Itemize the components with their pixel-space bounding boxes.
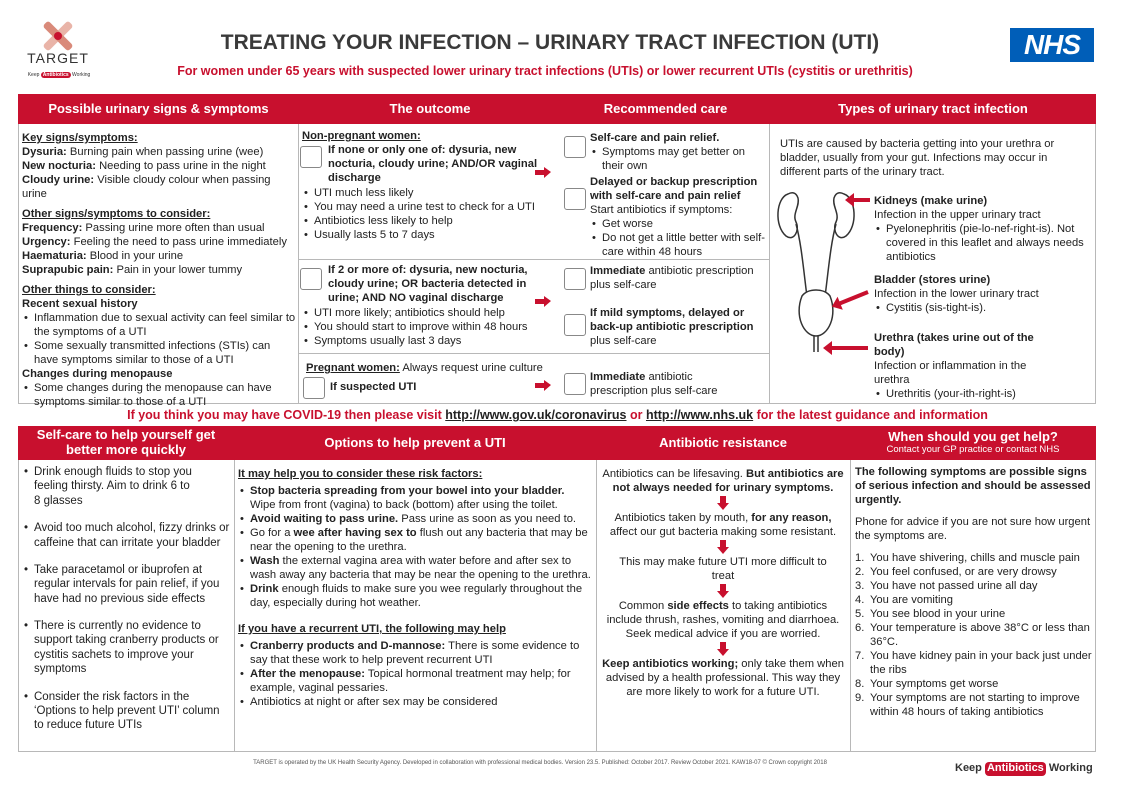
outcome-pregnant bbox=[306, 361, 546, 394]
things-title: Other things to consider: bbox=[22, 284, 156, 296]
sign-item: Urgency: Feeling the need to pass urine immediately bbox=[22, 236, 287, 248]
types-kidneys bbox=[874, 194, 1084, 264]
logo-text: TARGET bbox=[27, 50, 89, 66]
sign-item: New nocturia: Needing to pass urine in the night bbox=[22, 160, 266, 172]
outcome-nonpregnant bbox=[302, 129, 542, 242]
list-item: • Wash the external vagina area with water before and after sex to wash away any bacteria that may be near the opening to the urethra. bbox=[238, 554, 592, 582]
kidneys-desc: Infection in the upper urinary tract bbox=[874, 209, 1041, 221]
list-item: • Antibiotics less likely to help bbox=[302, 214, 542, 228]
care-immediate: Immediate antibiotic prescription plus self-care bbox=[590, 265, 754, 291]
sign-item: Frequency: Passing urine more often than usual bbox=[22, 222, 265, 234]
sign-item: Haematuria: Blood in your urine bbox=[22, 250, 184, 262]
header-help: When should you get help? Contact your GP practice or contact NHS bbox=[850, 426, 1096, 460]
list-item: • UTI more likely; antibiotics should help bbox=[302, 306, 542, 320]
page-subtitle: For women under 65 years with suspected lower urinary tract infections (UTIs) or lower recurrent UTIs (cystitis or urethritis) bbox=[177, 64, 913, 78]
key-signs-title: Key signs/symptoms: bbox=[22, 132, 138, 144]
list-item: 4. You are vomiting bbox=[855, 594, 953, 606]
list-item: • Some changes during the menopause can have symptoms similar to those of a UTI bbox=[22, 381, 296, 409]
list-item: 2. You feel confused, or are very drowsy bbox=[855, 566, 1057, 578]
header-types: Types of urinary tract infection bbox=[770, 94, 1096, 124]
arrow-down-icon bbox=[717, 540, 729, 554]
meno-title: Changes during menopause bbox=[22, 368, 173, 380]
list-item: 9. Your symptoms are not starting to improve within 48 hours of taking antibiotics bbox=[855, 692, 1080, 718]
care-2-title: Delayed or backup prescription with self-care and pain relief bbox=[590, 176, 758, 202]
keep-antibiotics-working-logo: Keep Antibiotics Working bbox=[955, 762, 1093, 774]
sexual-title: Recent sexual history bbox=[22, 298, 138, 310]
pregnant-checkbox[interactable] bbox=[303, 377, 325, 399]
list-item: • Inflammation due to sexual activity can feel similar to the symptoms of a UTI bbox=[22, 311, 296, 339]
arrow-kidney-icon bbox=[852, 198, 870, 202]
list-item: • You may need a urine test to check for a UTI bbox=[302, 200, 542, 214]
arrow-down-icon bbox=[717, 642, 729, 656]
coronavirus-link[interactable]: http://www.gov.uk/coronavirus bbox=[445, 408, 627, 422]
list-item: • Usually lasts 5 to 7 days bbox=[302, 228, 542, 242]
header-care: Recommended care bbox=[561, 94, 770, 124]
page-title: TREATING YOUR INFECTION – URINARY TRACT INFECTION (UTI) bbox=[220, 31, 880, 54]
pregnant-title: Pregnant women: bbox=[306, 362, 400, 374]
arrow-down-icon bbox=[717, 584, 729, 598]
logo-subtitle: Keep Antibiotics Working bbox=[27, 72, 91, 78]
list-item: • Symptoms usually last 3 days bbox=[302, 334, 542, 348]
pregnant-note: Always request urine culture bbox=[399, 362, 543, 374]
other-signs-title: Other signs/symptoms to consider: bbox=[22, 208, 211, 220]
care-1-checkbox[interactable] bbox=[564, 136, 586, 158]
outcome-two-or-more bbox=[302, 263, 542, 348]
list-item: • Urethritis (your-ith-right-is) bbox=[874, 387, 1034, 401]
nonpregnant-title: Non-pregnant women: bbox=[302, 130, 421, 142]
list-item: • Avoid too much alcohol, fizzy drinks or caffeine that can irritate your bladder bbox=[22, 521, 232, 550]
resistance-3: This may make future UTI more difficult to treat bbox=[619, 556, 827, 582]
list-item: • You should start to improve within 48 hours bbox=[302, 320, 542, 334]
bladder-title: Bladder (stores urine) bbox=[874, 274, 991, 286]
care-mild bbox=[590, 306, 768, 348]
care-4-rest: plus self-care bbox=[590, 335, 657, 347]
arrow-right-icon bbox=[535, 380, 551, 390]
arrow-right-icon bbox=[535, 167, 551, 177]
care-4-checkbox[interactable] bbox=[564, 314, 586, 336]
covid-banner: If you think you may have COVID-19 then please visit http://www.gov.uk/coronavirus or http://www.nhs.uk for the latest guidance and information bbox=[127, 408, 988, 422]
sign-item: Dysuria: Burning pain when passing urine (wee) bbox=[22, 146, 264, 158]
urethra-title: Urethra (takes urine out of the body) bbox=[874, 332, 1034, 358]
care-5-checkbox[interactable] bbox=[564, 373, 586, 395]
outcome-2-checkbox[interactable] bbox=[300, 268, 322, 290]
outcome-2-condition: If 2 or more of: dysuria, new nocturia, cloudy urine; OR bacteria detected in urine; AND NO vaginal discharge bbox=[328, 264, 528, 304]
urinary-tract-icon bbox=[774, 186, 858, 356]
header-outcome: The outcome bbox=[299, 94, 561, 124]
types-bladder bbox=[874, 273, 1084, 315]
list-item: 3. You have not passed urine all day bbox=[855, 580, 1038, 592]
list-item: 8. Your symptoms get worse bbox=[855, 678, 999, 690]
selfcare-column bbox=[22, 465, 232, 733]
list-item: 6. Your temperature is above 38°C or less than 36°C. bbox=[855, 622, 1090, 648]
kidneys-title: Kidneys (make urine) bbox=[874, 195, 988, 207]
list-item: • After the menopause: Topical hormonal treatment may help; for example, vaginal pessaries. bbox=[238, 667, 592, 695]
care-1-title: Self-care and pain relief. bbox=[590, 132, 720, 144]
list-item: • Get worse bbox=[590, 217, 768, 231]
risk-title: It may help you to consider these risk factors: bbox=[238, 468, 483, 480]
list-item: • Cystitis (sis-tight-is). bbox=[874, 301, 1084, 315]
nhs-link[interactable]: http://www.nhs.uk bbox=[645, 408, 754, 422]
footer-text: TARGET is operated by the UK Health Security Agency. Developed in collaboration with professional medical bodies. Version 23.5. Published: October 2017. Review October 2021. KAW18-07 © Crown copyright 2018 bbox=[253, 760, 827, 766]
list-item: 5. You see blood in your urine bbox=[855, 608, 1006, 620]
list-item: • Take paracetamol or ibuprofen at regular intervals for pain relief, if you have had no previous side effects bbox=[22, 563, 232, 606]
care-pregnant: Immediate antibiotic prescription plus self-care bbox=[590, 371, 718, 397]
care-3-checkbox[interactable] bbox=[564, 268, 586, 290]
resistance-4: Common side effects to taking antibiotics include thrush, rashes, vomiting and diarrhoea. Seek medical advice if you are worried. bbox=[606, 600, 840, 640]
care-self bbox=[590, 131, 768, 259]
list-item: • Symptoms may get better on their own bbox=[590, 145, 768, 173]
arrow-right-icon bbox=[535, 296, 551, 306]
resistance-2: Antibiotics taken by mouth, for any reason, affect our gut bacteria making some resistant. bbox=[609, 512, 837, 538]
outcome-1-checkbox[interactable] bbox=[300, 146, 322, 168]
list-item: • Some sexually transmitted infections (STIs) can have symptoms similar to those of a UTI bbox=[22, 339, 296, 367]
help-intro: The following symptoms are possible signs of serious infection and should be assessed urgently. bbox=[855, 466, 1091, 506]
list-item: • Antibiotics at night or after sex may be considered bbox=[238, 695, 592, 709]
list-item: • Consider the risk factors in the ‘Options to help prevent UTI’ column to reduce future UTIs bbox=[22, 690, 232, 733]
list-item: • Do not get a little better with self-care within 48 hours bbox=[590, 231, 768, 259]
outcome-1-condition: If none or only one of: dysuria, new nocturia, cloudy urine; AND/OR vaginal discharge bbox=[328, 144, 538, 184]
list-item: • Cranberry products and D-mannose: There is some evidence to say that these work to help prevent recurrent UTI bbox=[238, 639, 592, 667]
help-column bbox=[855, 465, 1093, 719]
types-intro: UTIs are caused by bacteria getting into your urethra or bladder, usually from your gut. Infections may occur in different parts of the urinary tract. bbox=[780, 138, 1055, 178]
header-selfcare: Self-care to help yourself get better more quickly bbox=[18, 426, 234, 460]
signs-column bbox=[22, 131, 296, 409]
bladder-desc: Infection in the lower urinary tract bbox=[874, 288, 1039, 300]
list-item: • Stop bacteria spreading from your bowel into your bladder. Wipe from front (vagina) to back (bottom) after using the toilet. bbox=[238, 484, 592, 512]
arrow-urethra-icon bbox=[830, 346, 868, 350]
resistance-5: Keep antibiotics working; only take them when advised by a health professional. This way they are more likely to work for a future UTI. bbox=[602, 658, 844, 698]
pregnant-condition: If suspected UTI bbox=[330, 381, 417, 393]
list-item: • Pyelonephritis (pie-lo-nef-right-is). Not covered in this leaflet and always needs antibiotics bbox=[874, 222, 1084, 264]
arrow-down-icon bbox=[717, 496, 729, 510]
list-item: • Avoid waiting to pass urine. Pass urine as soon as you need to. bbox=[238, 512, 592, 526]
urethra-desc: Infection or inflammation in the urethra bbox=[874, 360, 1027, 386]
list-item: • There is currently no evidence to support taking cranberry products or cystitis sachets to improve your symptoms bbox=[22, 619, 232, 677]
care-4-title: If mild symptoms, delayed or back-up antibiotic prescription bbox=[590, 307, 754, 333]
help-phone: Phone for advice if you are not sure how urgent the symptoms are. bbox=[855, 516, 1091, 542]
nhs-logo: NHS bbox=[1010, 28, 1094, 62]
sign-item: Suprapubic pain: Pain in your lower tummy bbox=[22, 264, 243, 276]
list-item: • UTI much less likely bbox=[302, 186, 542, 200]
care-2-checkbox[interactable] bbox=[564, 188, 586, 210]
list-item: • Go for a wee after having sex to flush out any bacteria that may be near the opening to the urethra. bbox=[238, 526, 592, 554]
list-item: 1. You have shivering, chills and muscle pain bbox=[855, 552, 1080, 564]
care-2-intro: Start antibiotics if symptoms: bbox=[590, 204, 733, 216]
resistance-1: Antibiotics can be lifesaving. But antibiotics are not always needed for urinary symptoms. bbox=[602, 468, 844, 494]
recurrent-title: If you have a recurrent UTI, the following may help bbox=[238, 623, 506, 635]
list-item: • Drink enough fluids to make sure you wee regularly throughout the day, especially during hot weather. bbox=[238, 582, 592, 610]
list-item: • Drink enough fluids to stop you feeling thirsty. Aim to drink 6 to 8 glasses bbox=[22, 465, 232, 508]
prevent-column bbox=[238, 467, 592, 709]
list-item: 7. You have kidney pain in your back just under the ribs bbox=[855, 650, 1092, 676]
header-prevent: Options to help prevent a UTI bbox=[234, 426, 596, 460]
resistance-column bbox=[600, 467, 846, 699]
header-signs: Possible urinary signs & symptoms bbox=[18, 94, 299, 124]
header-resistance: Antibiotic resistance bbox=[596, 426, 850, 460]
types-urethra bbox=[874, 331, 1034, 401]
sign-item: Cloudy urine: Visible cloudy colour when passing urine bbox=[22, 174, 271, 200]
